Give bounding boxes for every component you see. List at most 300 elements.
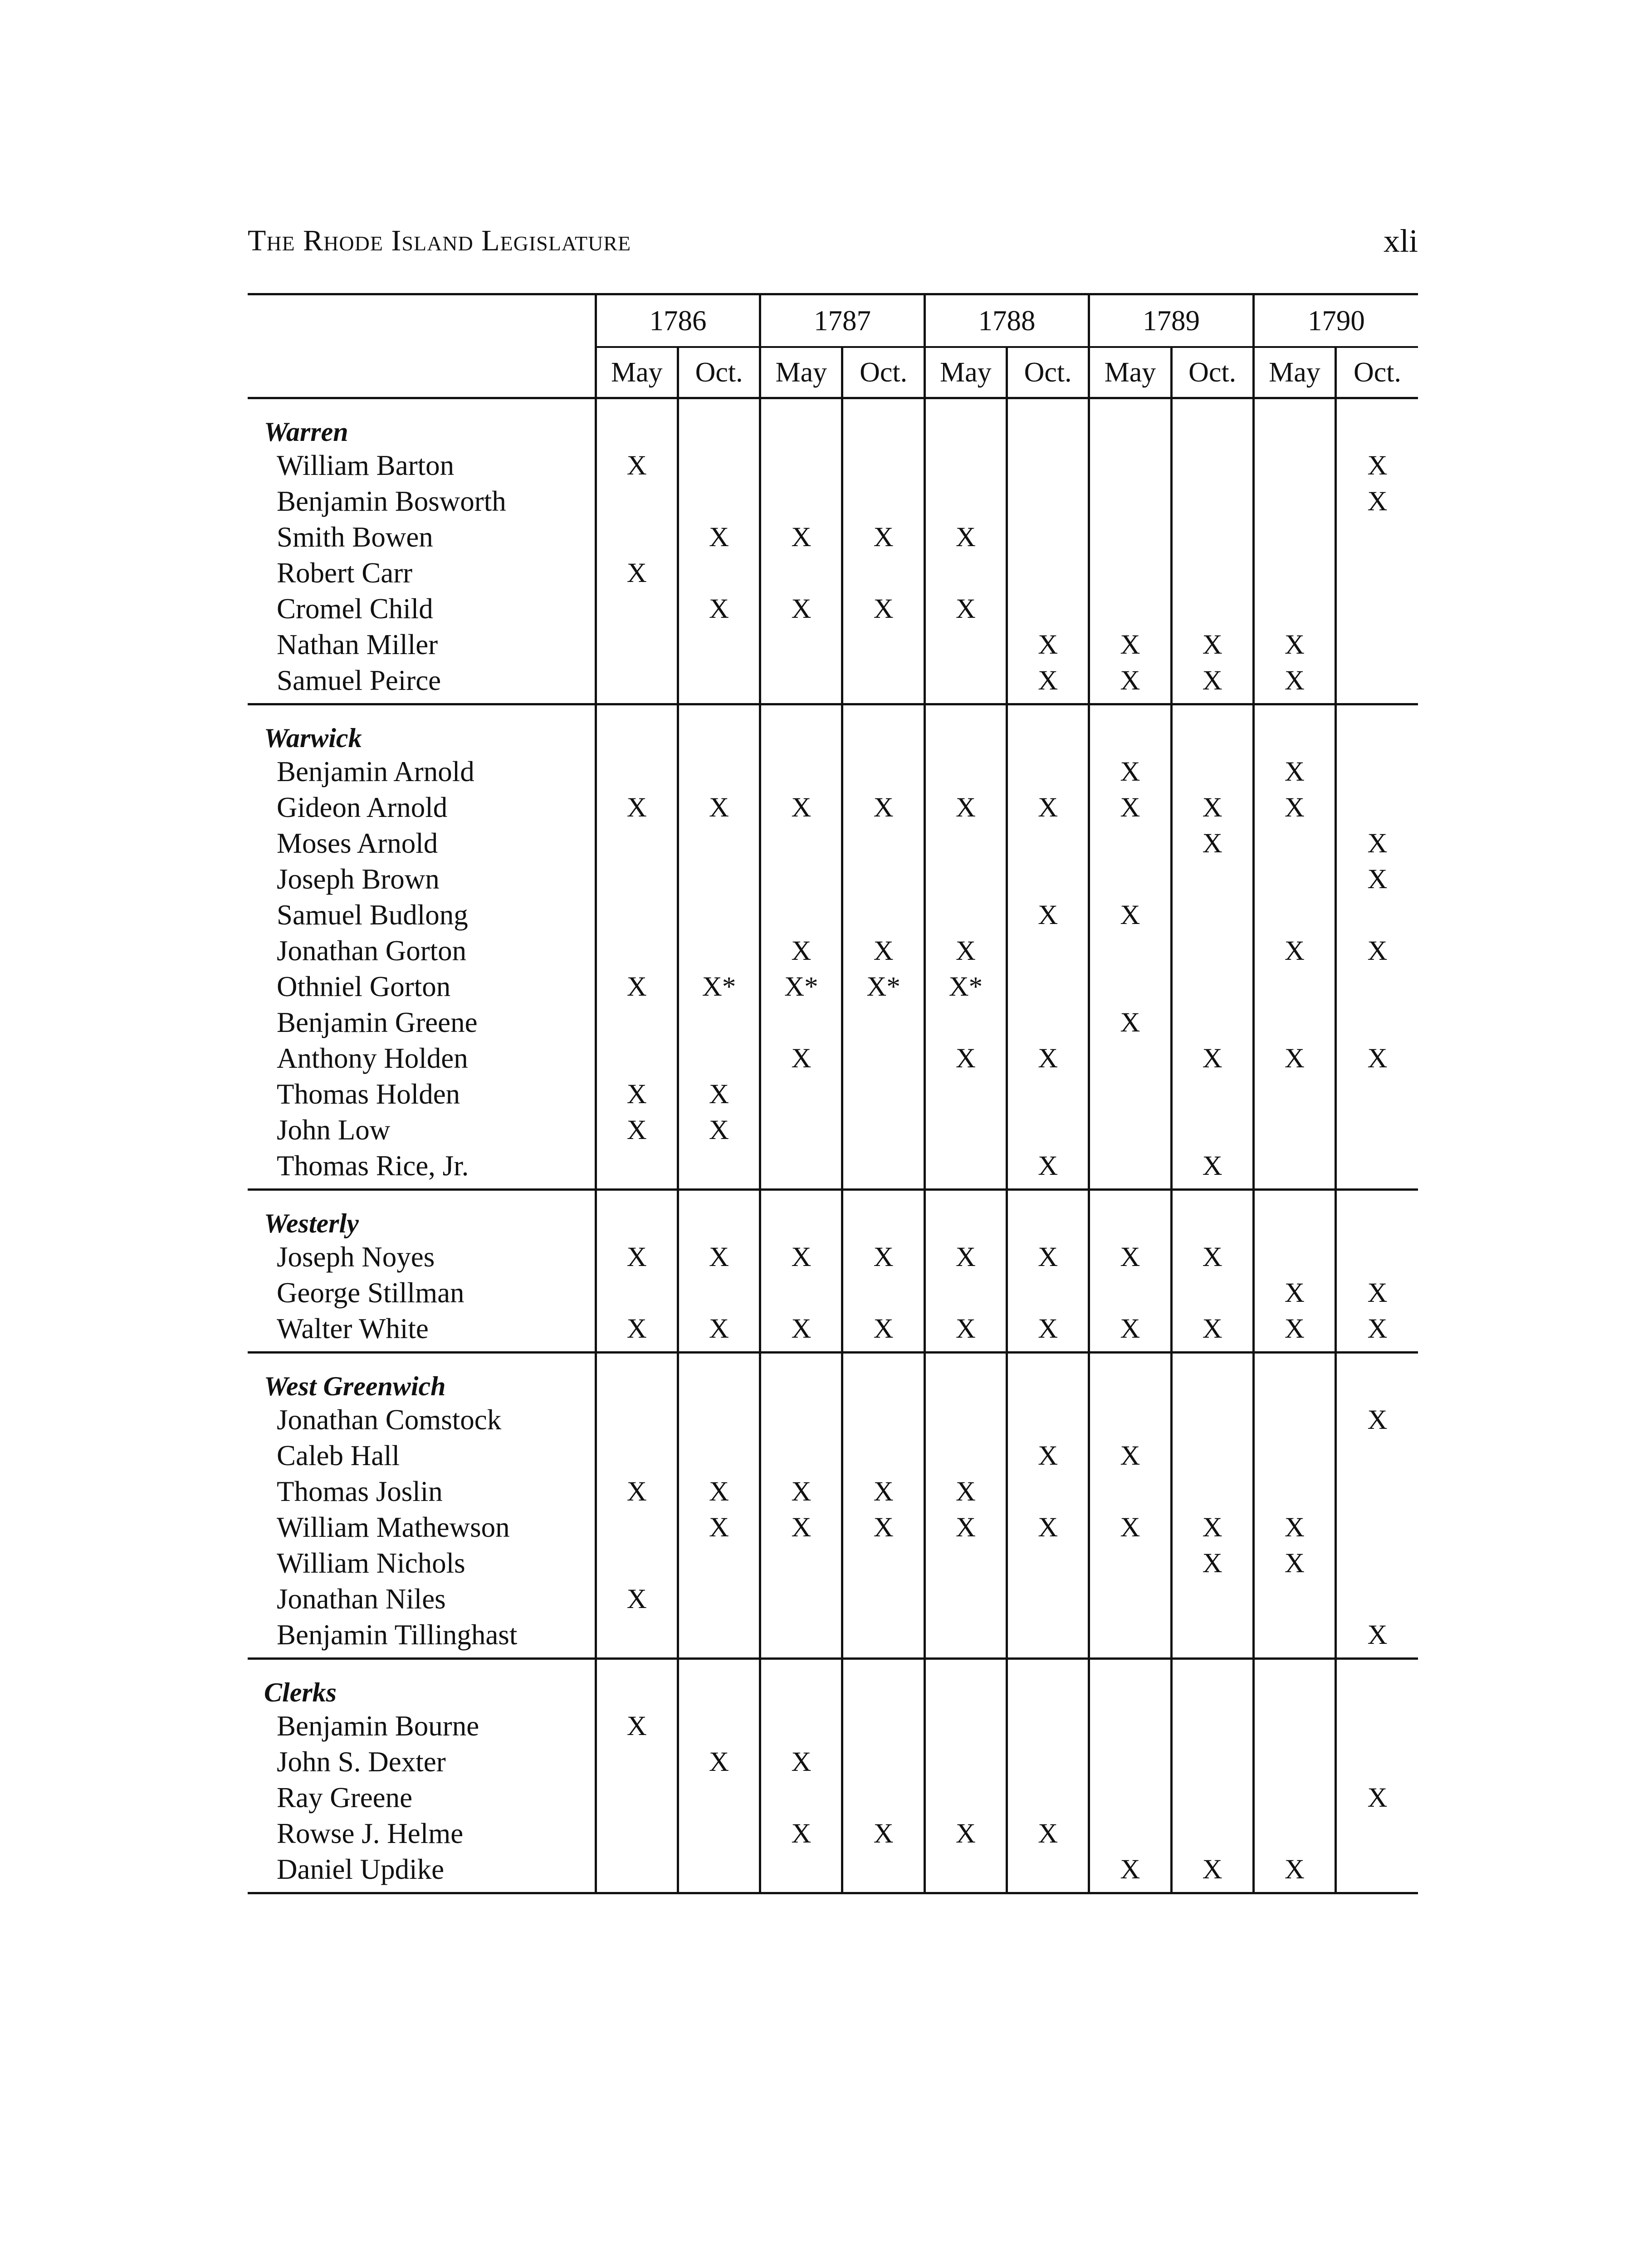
- attendance-mark: [842, 1275, 924, 1311]
- attendance-mark: [596, 1438, 678, 1474]
- year-header: 1787: [760, 294, 925, 347]
- session-header: Oct.: [842, 347, 924, 398]
- attendance-mark: [596, 1545, 678, 1581]
- attendance-mark: [1253, 897, 1335, 933]
- attendance-mark: [1089, 826, 1171, 861]
- group-label: Warren: [264, 417, 348, 447]
- attendance-mark: [1336, 1076, 1418, 1112]
- attendance-mark: [760, 826, 842, 861]
- attendance-mark: [760, 1402, 842, 1438]
- attendance-mark: [842, 1545, 924, 1581]
- attendance-mark: [678, 1005, 760, 1041]
- attendance-mark: [1171, 1474, 1253, 1510]
- attendance-mark: [842, 1852, 924, 1893]
- attendance-mark: [1253, 1617, 1335, 1659]
- attendance-mark: [1336, 754, 1418, 790]
- member-name: George Stillman: [277, 1277, 464, 1309]
- attendance-mark: [842, 1353, 924, 1403]
- attendance-mark: X: [1007, 897, 1089, 933]
- attendance-mark: [842, 663, 924, 704]
- attendance-mark: [760, 1581, 842, 1617]
- attendance-mark: [842, 555, 924, 591]
- attendance-mark: [1336, 555, 1418, 591]
- attendance-mark: [1171, 897, 1253, 933]
- attendance-mark: [1007, 933, 1089, 969]
- attendance-mark: [760, 1005, 842, 1041]
- attendance-mark: [678, 1581, 760, 1617]
- attendance-mark: X: [842, 790, 924, 826]
- attendance-mark: [678, 754, 760, 790]
- attendance-mark: X: [842, 933, 924, 969]
- attendance-mark: [596, 933, 678, 969]
- attendance-mark: [924, 1148, 1007, 1190]
- member-name: Cromel Child: [277, 593, 433, 625]
- attendance-mark: [596, 1148, 678, 1190]
- attendance-mark: [1253, 1581, 1335, 1617]
- attendance-mark: [1007, 754, 1089, 790]
- attendance-mark: [924, 754, 1007, 790]
- attendance-mark: [924, 663, 1007, 704]
- attendance-mark: [924, 484, 1007, 519]
- attendance-mark: [924, 1659, 1007, 1709]
- member-row: [248, 1402, 1418, 1438]
- session-header: May: [1253, 347, 1335, 398]
- attendance-mark: [924, 1190, 1007, 1240]
- attendance-mark: [1171, 861, 1253, 897]
- year-header: 1786: [596, 294, 760, 347]
- attendance-mark: [842, 704, 924, 754]
- member-row: [248, 754, 1418, 790]
- attendance-mark: [1336, 1852, 1418, 1893]
- attendance-mark: [1253, 1474, 1335, 1510]
- attendance-mark: [1171, 704, 1253, 754]
- session-header: May: [596, 347, 678, 398]
- attendance-mark: [596, 591, 678, 627]
- attendance-mark: X: [596, 448, 678, 484]
- attendance-mark: [924, 704, 1007, 754]
- attendance-mark: X: [842, 591, 924, 627]
- attendance-mark: X: [760, 1311, 842, 1353]
- attendance-mark: X: [1171, 1545, 1253, 1581]
- attendance-mark: X: [1089, 1852, 1171, 1893]
- attendance-mark: [924, 861, 1007, 897]
- member-row: [248, 897, 1418, 933]
- member-row: [248, 1474, 1418, 1510]
- running-head: [248, 220, 1418, 261]
- attendance-mark: [1336, 1816, 1418, 1852]
- attendance-mark: [1089, 555, 1171, 591]
- attendance-mark: X: [760, 1816, 842, 1852]
- page-number: xli: [1383, 223, 1418, 259]
- attendance-mark: [1336, 1474, 1418, 1510]
- attendance-mark: [596, 627, 678, 663]
- member-row: [248, 663, 1418, 704]
- attendance-mark: [1336, 663, 1418, 704]
- attendance-mark: [1007, 1708, 1089, 1744]
- attendance-mark: [1171, 519, 1253, 555]
- attendance-mark: [842, 1148, 924, 1190]
- year-header: 1789: [1089, 294, 1254, 347]
- member-name: John S. Dexter: [277, 1746, 446, 1778]
- year-header-row: [248, 294, 1418, 347]
- attendance-mark: X*: [760, 969, 842, 1005]
- attendance-mark: [1253, 969, 1335, 1005]
- attendance-mark: [924, 1545, 1007, 1581]
- attendance-mark: [1089, 1474, 1171, 1510]
- attendance-mark: X: [842, 1816, 924, 1852]
- attendance-mark: X: [1171, 790, 1253, 826]
- member-name: Joseph Noyes: [277, 1241, 435, 1273]
- attendance-mark: [760, 1780, 842, 1816]
- attendance-mark: [924, 1275, 1007, 1311]
- running-title: The Rhode Island Legislature: [248, 224, 631, 257]
- attendance-mark: X: [1253, 933, 1335, 969]
- attendance-mark: [760, 1438, 842, 1474]
- member-row: [248, 555, 1418, 591]
- attendance-mark: X: [1336, 1311, 1418, 1353]
- attendance-mark: [1007, 1474, 1089, 1510]
- attendance-mark: X: [1007, 627, 1089, 663]
- attendance-mark: [1171, 1402, 1253, 1438]
- attendance-mark: [678, 555, 760, 591]
- attendance-mark: [1007, 555, 1089, 591]
- attendance-mark: X: [1253, 1275, 1335, 1311]
- attendance-mark: [1253, 1112, 1335, 1148]
- attendance-mark: [596, 1816, 678, 1852]
- attendance-mark: [1007, 1852, 1089, 1893]
- member-name: Nathan Miller: [277, 629, 438, 660]
- attendance-mark: [678, 1780, 760, 1816]
- attendance-mark: [678, 1708, 760, 1744]
- attendance-mark: X: [1007, 1510, 1089, 1545]
- attendance-mark: [842, 1112, 924, 1148]
- member-name: Jonathan Comstock: [277, 1404, 502, 1436]
- attendance-mark: [1336, 519, 1418, 555]
- attendance-mark: [1007, 1005, 1089, 1041]
- attendance-mark: [1171, 1659, 1253, 1709]
- attendance-mark: X: [596, 1076, 678, 1112]
- attendance-mark: X: [596, 790, 678, 826]
- group-header-row: [248, 704, 1418, 754]
- attendance-mark: [678, 1402, 760, 1438]
- attendance-mark: [678, 1353, 760, 1403]
- member-name: Smith Bowen: [277, 521, 433, 553]
- attendance-mark: X: [924, 933, 1007, 969]
- attendance-mark: [678, 1617, 760, 1659]
- group-header-row: [248, 1353, 1418, 1403]
- member-row: [248, 933, 1418, 969]
- member-row: [248, 1708, 1418, 1744]
- attendance-mark: [842, 1076, 924, 1112]
- attendance-mark: X: [596, 1311, 678, 1353]
- member-name: Caleb Hall: [277, 1440, 400, 1471]
- attendance-mark: X: [678, 1112, 760, 1148]
- attendance-mark: [1336, 1659, 1418, 1709]
- attendance-mark: [678, 1148, 760, 1190]
- attendance-mark: [1089, 969, 1171, 1005]
- attendance-mark: [924, 1076, 1007, 1112]
- attendance-mark: [596, 1617, 678, 1659]
- attendance-mark: [1089, 1275, 1171, 1311]
- attendance-mark: X: [596, 1239, 678, 1275]
- attendance-mark: [596, 1852, 678, 1893]
- attendance-mark: [678, 663, 760, 704]
- attendance-mark: X: [1089, 1438, 1171, 1474]
- member-name: Gideon Arnold: [277, 792, 448, 823]
- attendance-mark: [760, 398, 842, 448]
- attendance-mark: X: [1253, 1852, 1335, 1893]
- attendance-mark: [1336, 1112, 1418, 1148]
- member-name: Daniel Updike: [248, 1852, 596, 1893]
- group-label: Warwick: [264, 723, 362, 753]
- attendance-mark: X: [1089, 1005, 1171, 1041]
- member-name: Benjamin Bourne: [277, 1710, 479, 1742]
- attendance-mark: X: [924, 1510, 1007, 1545]
- attendance-mark: [1253, 1708, 1335, 1744]
- attendance-mark: X: [678, 519, 760, 555]
- attendance-mark: X: [1253, 627, 1335, 663]
- attendance-mark: X: [1171, 663, 1253, 704]
- member-name: William Mathewson: [277, 1511, 510, 1543]
- attendance-mark: X: [1336, 1402, 1418, 1438]
- attendance-mark: [1336, 1353, 1418, 1403]
- attendance-mark: [842, 398, 924, 448]
- attendance-mark: [596, 1041, 678, 1076]
- attendance-mark: [1171, 1708, 1253, 1744]
- attendance-mark: X: [596, 555, 678, 591]
- member-row: [248, 1148, 1418, 1190]
- attendance-mark: [1089, 861, 1171, 897]
- attendance-mark: X: [1336, 933, 1418, 969]
- attendance-mark: [842, 627, 924, 663]
- attendance-mark: [1007, 861, 1089, 897]
- member-name: Jonathan Gorton: [277, 935, 467, 967]
- attendance-mark: [1007, 1112, 1089, 1148]
- attendance-mark: [1336, 1545, 1418, 1581]
- attendance-mark: [924, 1353, 1007, 1403]
- attendance-mark: X: [842, 1311, 924, 1353]
- attendance-mark: [1089, 398, 1171, 448]
- attendance-mark: X: [1007, 790, 1089, 826]
- attendance-mark: [842, 1041, 924, 1076]
- attendance-mark: X: [842, 1510, 924, 1545]
- attendance-mark: [1336, 1005, 1418, 1041]
- attendance-mark: [842, 1005, 924, 1041]
- attendance-mark: [1336, 1239, 1418, 1275]
- attendance-mark: X: [1089, 1311, 1171, 1353]
- attendance-mark: [1171, 1816, 1253, 1852]
- member-row: [248, 1112, 1418, 1148]
- attendance-mark: [1253, 484, 1335, 519]
- attendance-mark: X*: [842, 969, 924, 1005]
- member-name: William Barton: [277, 450, 455, 481]
- attendance-mark: [1007, 1076, 1089, 1112]
- attendance-mark: [1253, 591, 1335, 627]
- attendance-mark: X: [1089, 627, 1171, 663]
- attendance-mark: [1336, 704, 1418, 754]
- member-row: [248, 1780, 1418, 1816]
- attendance-mark: [1171, 1190, 1253, 1240]
- attendance-mark: X: [1336, 1780, 1418, 1816]
- attendance-mark: [596, 1402, 678, 1438]
- attendance-mark: [1253, 519, 1335, 555]
- member-row: [248, 1617, 1418, 1659]
- attendance-mark: [760, 704, 842, 754]
- attendance-mark: [678, 398, 760, 448]
- attendance-mark: [1007, 1744, 1089, 1780]
- member-name: Walter White: [248, 1311, 596, 1353]
- attendance-mark: [1007, 826, 1089, 861]
- attendance-mark: X: [1336, 448, 1418, 484]
- member-row: [248, 1041, 1418, 1076]
- attendance-mark: [1253, 398, 1335, 448]
- attendance-mark: [1171, 448, 1253, 484]
- attendance-mark: [924, 1780, 1007, 1816]
- member-row: [248, 861, 1418, 897]
- attendance-mark: X: [596, 969, 678, 1005]
- attendance-mark: [760, 1275, 842, 1311]
- attendance-mark: [842, 1438, 924, 1474]
- attendance-mark: [1089, 1190, 1171, 1240]
- attendance-mark: [1089, 1617, 1171, 1659]
- attendance-mark: [596, 519, 678, 555]
- attendance-mark: [1336, 1581, 1418, 1617]
- attendance-mark: [596, 704, 678, 754]
- member-row: [248, 1816, 1418, 1852]
- attendance-mark: [1171, 754, 1253, 790]
- attendance-mark: [1007, 704, 1089, 754]
- attendance-mark: [842, 1708, 924, 1744]
- attendance-mark: X: [760, 519, 842, 555]
- attendance-mark: X: [1007, 1816, 1089, 1852]
- attendance-mark: [596, 1275, 678, 1311]
- attendance-mark: X: [1007, 1239, 1089, 1275]
- header-corner: [248, 294, 596, 398]
- attendance-mark: X: [1089, 663, 1171, 704]
- attendance-mark: [678, 897, 760, 933]
- attendance-mark: [596, 1780, 678, 1816]
- attendance-mark: [1089, 1353, 1171, 1403]
- attendance-mark: [1253, 1005, 1335, 1041]
- attendance-mark: [1336, 1708, 1418, 1744]
- attendance-mark: [1007, 1353, 1089, 1403]
- attendance-mark: [760, 1545, 842, 1581]
- attendance-mark: [596, 826, 678, 861]
- attendance-mark: X: [1336, 1275, 1418, 1311]
- attendance-mark: [842, 1659, 924, 1709]
- attendance-mark: X: [596, 1708, 678, 1744]
- attendance-mark: [1336, 1744, 1418, 1780]
- attendance-mark: [596, 1510, 678, 1545]
- attendance-mark: [1253, 826, 1335, 861]
- member-name: Samuel Budlong: [277, 899, 468, 931]
- member-name: Thomas Holden: [277, 1078, 460, 1110]
- attendance-mark: [1089, 1402, 1171, 1438]
- attendance-mark: [760, 627, 842, 663]
- attendance-mark: X: [760, 1510, 842, 1545]
- attendance-mark: [596, 1353, 678, 1403]
- attendance-mark: X: [924, 1816, 1007, 1852]
- attendance-mark: [842, 1744, 924, 1780]
- attendance-mark: [1007, 1190, 1089, 1240]
- attendance-mark: X: [1171, 1041, 1253, 1076]
- attendance-mark: [596, 1190, 678, 1240]
- attendance-mark: [1253, 1780, 1335, 1816]
- attendance-mark: X: [1171, 826, 1253, 861]
- attendance-mark: X: [1336, 484, 1418, 519]
- attendance-mark: [1007, 1402, 1089, 1438]
- attendance-mark: [842, 826, 924, 861]
- member-name: Benjamin Bosworth: [277, 485, 506, 517]
- attendance-mark: X: [1336, 861, 1418, 897]
- session-header: May: [1089, 347, 1171, 398]
- member-name: Thomas Joslin: [277, 1476, 443, 1507]
- attendance-mark: [678, 1041, 760, 1076]
- attendance-mark: [1336, 897, 1418, 933]
- member-name: Benjamin Tillinghast: [248, 1617, 596, 1659]
- member-name: William Nichols: [277, 1547, 465, 1579]
- attendance-mark: [678, 704, 760, 754]
- attendance-mark: [596, 1744, 678, 1780]
- member-row: [248, 1852, 1418, 1893]
- attendance-mark: [1336, 790, 1418, 826]
- attendance-mark: [924, 555, 1007, 591]
- attendance-mark: X: [596, 1112, 678, 1148]
- attendance-mark: [1007, 1545, 1089, 1581]
- attendance-mark: [1253, 1659, 1335, 1709]
- member-row: [248, 448, 1418, 484]
- attendance-mark: [1253, 555, 1335, 591]
- attendance-mark: [924, 1438, 1007, 1474]
- session-header: Oct.: [678, 347, 760, 398]
- attendance-mark: [1089, 1659, 1171, 1709]
- attendance-mark: [842, 1581, 924, 1617]
- attendance-mark: [596, 1659, 678, 1709]
- attendance-mark: [596, 1005, 678, 1041]
- attendance-mark: X: [678, 1474, 760, 1510]
- attendance-mark: X: [596, 1474, 678, 1510]
- attendance-mark: [1253, 1353, 1335, 1403]
- attendance-mark: X: [1089, 790, 1171, 826]
- attendance-mark: [1089, 1148, 1171, 1190]
- attendance-mark: [842, 448, 924, 484]
- attendance-mark: [1089, 591, 1171, 627]
- attendance-mark: [1089, 1780, 1171, 1816]
- attendance-mark: [1089, 1744, 1171, 1780]
- attendance-mark: [1253, 1190, 1335, 1240]
- attendance-mark: [1007, 484, 1089, 519]
- group-header-row: [248, 1190, 1418, 1240]
- group-header-row: [248, 398, 1418, 448]
- member-name: Samuel Peirce: [248, 663, 596, 704]
- attendance-mark: X: [924, 1474, 1007, 1510]
- attendance-mark: X: [678, 1744, 760, 1780]
- attendance-mark: [1007, 1581, 1089, 1617]
- member-name: Moses Arnold: [277, 827, 438, 859]
- attendance-mark: [760, 1617, 842, 1659]
- attendance-mark: [1171, 484, 1253, 519]
- attendance-mark: X: [1336, 1041, 1418, 1076]
- attendance-mark: [1171, 591, 1253, 627]
- attendance-mark: [678, 1190, 760, 1240]
- attendance-mark: X: [1007, 663, 1089, 704]
- group-label: West Greenwich: [264, 1371, 446, 1401]
- attendance-mark: X: [924, 519, 1007, 555]
- attendance-mark: X: [1336, 1617, 1418, 1659]
- session-header: Oct.: [1007, 347, 1089, 398]
- attendance-mark: X: [1171, 1510, 1253, 1545]
- attendance-mark: X: [1253, 754, 1335, 790]
